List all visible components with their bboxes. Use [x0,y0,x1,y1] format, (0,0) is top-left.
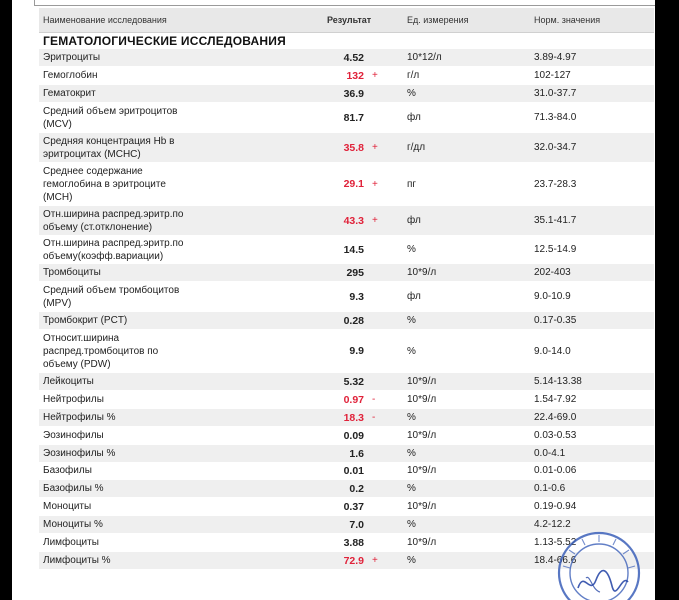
table-row [39,85,654,102]
test-unit: 10*9/л [407,267,437,278]
table-row [39,282,654,311]
table-row [39,427,654,444]
test-result: 0.01 [343,464,364,477]
test-name: Нейтрофилы % [43,412,116,423]
test-result: 132 [346,69,364,82]
test-result: 9.3 [349,290,364,303]
test-unit: 10*9/л [407,376,437,387]
test-norm-range: 0.19-0.94 [534,501,577,512]
test-norm-range: 3.89-4.97 [534,52,577,63]
test-result: 81.7 [343,111,364,124]
table-row [39,133,654,162]
test-result: 0.28 [343,314,364,327]
section-title: ГЕМАТОЛОГИЧЕСКИЕ ИССЛЕДОВАНИЯ [43,34,286,48]
test-norm-range: 0.17-0.35 [534,315,577,326]
test-name: Базофилы [43,465,92,476]
test-unit: % [407,555,416,566]
table-row [39,480,654,497]
table-row [39,373,654,390]
test-unit: % [407,412,416,423]
test-unit: 10*9/л [407,430,437,441]
test-unit: 10*9/л [407,501,437,512]
test-norm-range: 71.3-84.0 [534,112,577,123]
column-header-name: Наименование исследования [43,15,167,25]
test-norm-range: 9.0-10.9 [534,291,571,302]
test-result: 5.32 [343,375,364,388]
test-result: 1.6 [349,447,364,460]
table-row [39,516,654,533]
test-unit: % [407,345,416,357]
test-result: 4.52 [343,51,364,64]
test-name: Лимфоциты % [43,555,111,566]
table-row [39,534,654,551]
table-row [39,445,654,462]
test-norm-range: 202-403 [534,267,571,278]
test-norm-range: 1.54-7.92 [534,394,577,405]
table-row [39,409,654,426]
column-header-result: Результат [327,15,372,25]
table-row [39,206,654,235]
test-unit: г/л [407,70,420,81]
test-result: 0.2 [349,482,364,495]
test-norm-range: 4.2-12.2 [534,519,571,530]
test-name: Нейтрофилы [43,394,104,405]
table-row [39,330,654,372]
table-row [39,498,654,515]
test-result: 29.1 [343,178,364,190]
test-result: 7.0 [349,518,364,531]
test-name: Отн.ширина распред.эритр.по объему (ст.отклонение) [43,208,184,233]
test-name: Базофилы % [43,483,104,494]
test-result: 3.88 [343,536,364,549]
test-result: 9.9 [349,345,364,357]
test-result: 36.9 [343,87,364,100]
test-norm-range: 102-127 [534,70,571,81]
test-result: 295 [346,266,364,279]
test-norm-range: 0.03-0.53 [534,430,577,441]
abnormal-flag: + [372,70,378,81]
test-name: Отн.ширина распред.эритр.по объему(коэфф.вариации) [43,237,184,262]
test-norm-range: 1.13-5.52 [534,537,577,548]
test-norm-range: 22.4-69.0 [534,412,577,423]
test-norm-range: 9.0-14.0 [534,345,571,357]
test-name: Средний объем эритроцитов (MCV) [43,105,178,130]
test-name: Тромбокрит (PCT) [43,315,128,326]
test-unit: % [407,448,416,459]
test-unit: фл [407,215,421,226]
test-norm-range: 32.0-34.7 [534,142,577,153]
test-name: Гематокрит [43,88,96,99]
column-header-norm: Норм. значения [534,15,601,25]
test-unit: 10*9/л [407,465,437,476]
test-name: Гемоглобин [43,70,98,81]
test-unit: г/дл [407,142,426,153]
lab-report-sheet [12,0,655,600]
test-unit: 10*9/л [407,537,437,548]
test-result: 0.37 [343,500,364,513]
test-name: Эритроциты [43,52,101,63]
test-result: 14.5 [343,243,364,256]
test-norm-range: 12.5-14.9 [534,244,577,255]
test-unit: % [407,483,416,494]
test-norm-range: 23.7-28.3 [534,178,577,190]
test-name: Эозинофилы % [43,448,116,459]
table-header [39,8,654,33]
test-name: Моноциты % [43,519,103,530]
test-unit: 10*9/л [407,394,437,405]
abnormal-flag: + [372,142,378,153]
table-row [39,462,654,479]
test-result: 0.09 [343,429,364,442]
table-row [39,67,654,84]
table-row [39,391,654,408]
table-row [39,552,654,569]
test-name: Относит.ширина распред.тромбоцитов по объему (PDW) [43,332,159,370]
column-header-unit: Ед. измерения [407,15,469,25]
abnormal-flag: - [372,394,376,405]
abnormal-flag: + [372,555,378,566]
test-name: Моноциты [43,501,92,512]
table-row [39,49,654,66]
test-result: 43.3 [343,214,364,227]
test-norm-range: 0.0-4.1 [534,448,566,459]
test-norm-range: 31.0-37.7 [534,88,577,99]
test-norm-range: 18.4-66.6 [534,555,577,566]
test-unit: 10*12/л [407,52,442,63]
abnormal-flag: - [372,412,376,423]
test-name: Лейкоциты [43,376,94,387]
test-name: Лимфоциты [43,537,99,548]
test-norm-range: 35.1-41.7 [534,215,577,226]
test-result: 18.3 [343,411,364,424]
test-unit: фл [407,291,421,302]
top-text-box [34,0,655,6]
test-norm-range: 0.01-0.06 [534,465,577,476]
test-unit: % [407,315,416,326]
test-unit: пг [407,178,417,190]
table-row [39,103,654,132]
table-row [39,264,654,281]
test-result: 0.97 [343,393,364,406]
test-name: Эозинофилы [43,430,104,441]
abnormal-flag: + [372,215,378,226]
test-name: Среднее содержание гемоглобина в эритроците (MCH) [43,165,166,203]
abnormal-flag: + [372,178,378,190]
test-name: Средний объем тромбоцитов (MPV) [43,284,180,309]
table-row [39,312,654,329]
test-unit: фл [407,112,421,123]
test-unit: % [407,519,416,530]
test-norm-range: 5.14-13.38 [534,376,582,387]
test-result: 72.9 [343,554,364,567]
test-unit: % [407,244,416,255]
test-name: Средняя концентрация Hb в эритроцитах (MCHC) [43,135,175,160]
test-unit: % [407,88,416,99]
table-row [39,236,654,263]
test-name: Тромбоциты [43,267,101,278]
table-row [39,163,654,205]
test-result: 35.8 [343,141,364,154]
test-norm-range: 0.1-0.6 [534,483,566,494]
